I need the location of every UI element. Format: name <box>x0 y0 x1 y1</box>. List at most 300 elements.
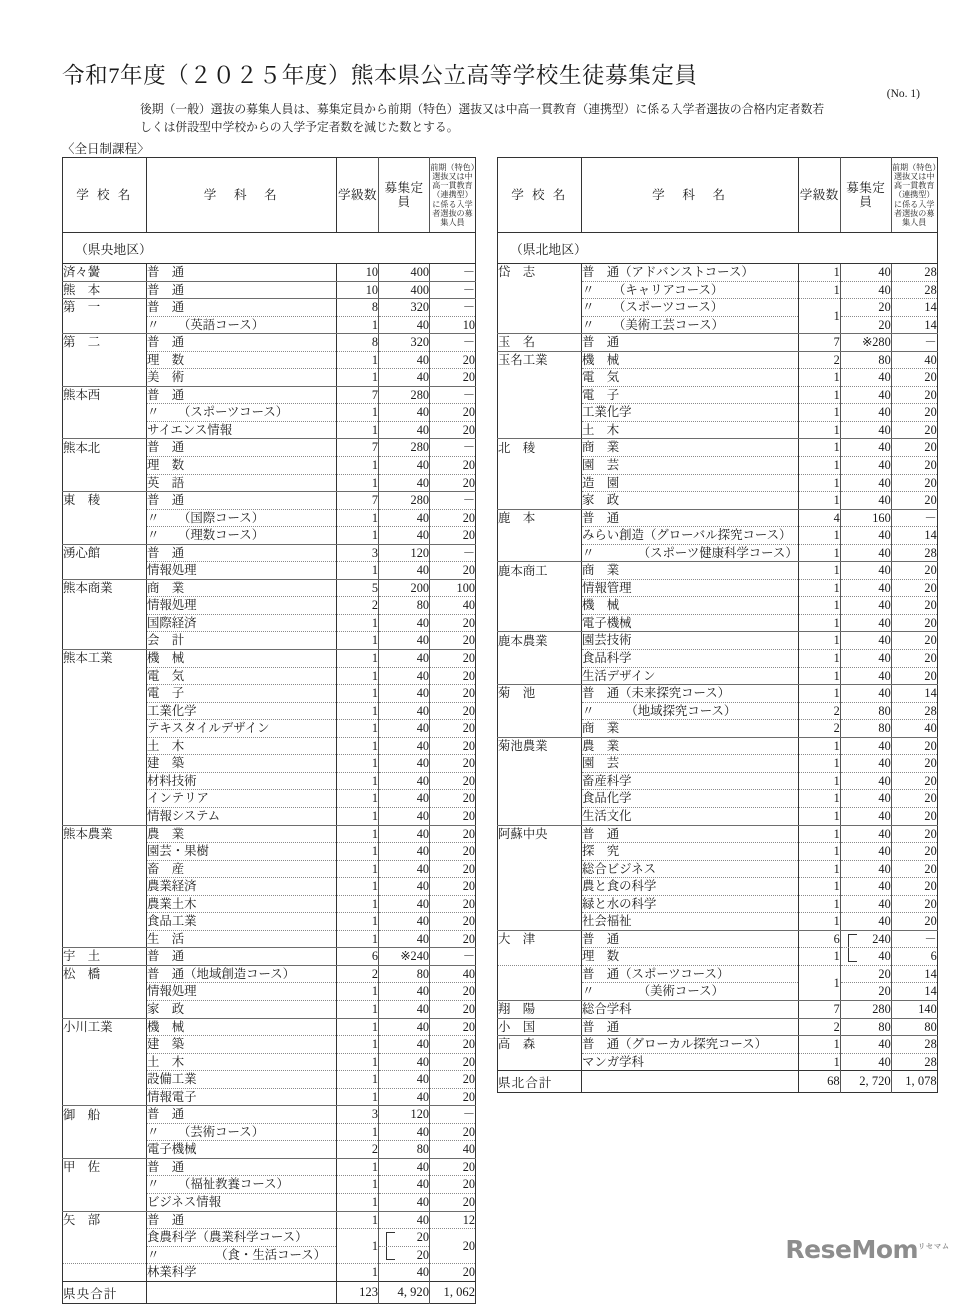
cell-department: 普 通 <box>147 281 337 299</box>
cell-quota: 40 <box>840 807 891 825</box>
cell-department: 電 子 <box>582 386 799 404</box>
table-row <box>498 720 938 738</box>
table-row-merged-first <box>498 965 938 983</box>
cell-school <box>63 702 147 720</box>
table-header-row <box>498 158 938 233</box>
cell-pre-selection: 20 <box>891 369 937 387</box>
cell-department: 農 業 <box>147 825 337 843</box>
cell-classes: 1 <box>337 527 379 545</box>
bracket-bottom <box>848 948 857 962</box>
cell-pre-selection: 12 <box>430 1211 476 1229</box>
table-row <box>498 825 938 843</box>
cell-school <box>63 632 147 650</box>
cell-school <box>498 421 582 439</box>
cell-school <box>498 597 582 615</box>
cell-quota: 40 <box>840 439 891 457</box>
cell-department: 〃 （国際コース） <box>147 509 337 527</box>
cell-department: 家 政 <box>147 1000 337 1018</box>
cell-classes: 7 <box>337 439 379 457</box>
table-row <box>498 878 938 896</box>
cell-quota: 40 <box>379 790 430 808</box>
cell-quota: 40 <box>379 878 430 896</box>
cell-pre-selection: 40 <box>430 1141 476 1159</box>
cell-quota: 80 <box>379 965 430 983</box>
cell-school <box>498 807 582 825</box>
cell-pre-selection: 20 <box>430 1000 476 1018</box>
table-row <box>63 527 476 545</box>
cell-school: 鹿本商工 <box>498 562 582 580</box>
cell-school <box>63 351 147 369</box>
cell-school: 第 二 <box>63 334 147 352</box>
cell-classes: 1 <box>798 825 840 843</box>
table-row <box>63 404 476 422</box>
table-row-grouped-second <box>63 1246 476 1264</box>
cell-classes: 1 <box>798 878 840 896</box>
table-row <box>63 544 476 562</box>
watermark-sup: リセマム <box>918 1242 950 1251</box>
table-row-grouped-first <box>498 930 938 948</box>
cell-department: 機 械 <box>147 1018 337 1036</box>
cell-quota: 40 <box>840 369 891 387</box>
table-row <box>498 1000 938 1018</box>
cell-classes: 1 <box>337 316 379 334</box>
cell-quota: 40 <box>379 702 430 720</box>
cell-classes: 1 <box>798 562 840 580</box>
cell-classes: 1 <box>337 702 379 720</box>
table-row <box>498 860 938 878</box>
cell-department: 園 芸 <box>582 755 799 773</box>
page-number: (No. 1) <box>886 88 920 100</box>
cell-quota: 240 <box>840 930 891 948</box>
cell-pre-selection: 28 <box>891 702 937 720</box>
cell-classes: 1 <box>337 474 379 492</box>
cell-department: 〃 （スポーツコース） <box>147 404 337 422</box>
column-header-classes: 学級数 <box>337 158 379 233</box>
cell-pre-selection: 20 <box>430 702 476 720</box>
cell-classes: 1 <box>337 1088 379 1106</box>
cell-quota: 40 <box>840 650 891 668</box>
cell-quota: 40 <box>379 825 430 843</box>
resemom-watermark <box>785 1235 950 1264</box>
cell-department: 〃 （美術工芸コース） <box>582 316 799 334</box>
cell-quota: 40 <box>840 474 891 492</box>
cell-school: 熊本北 <box>63 439 147 457</box>
cell-school: 甲 佐 <box>63 1158 147 1176</box>
column-header-department: 学 科 名 <box>582 158 799 233</box>
cell-department: 普 通 <box>147 948 337 966</box>
cell-classes: 1 <box>337 1018 379 1036</box>
cell-quota: 40 <box>379 1088 430 1106</box>
table-row <box>63 895 476 913</box>
cell-classes: 1 <box>337 720 379 738</box>
cell-pre-selection: 28 <box>891 281 937 299</box>
cell-school: 第 一 <box>63 299 147 317</box>
region-banner-kenou <box>63 233 476 264</box>
cell-pre-selection: 20 <box>891 807 937 825</box>
cell-department: 機 械 <box>147 650 337 668</box>
table-row <box>498 386 938 404</box>
cell-school <box>63 614 147 632</box>
cell-department: 理 数 <box>582 948 799 966</box>
cell-quota: 40 <box>840 386 891 404</box>
table-right-mid <box>498 334 938 931</box>
cell-department: 〃 （理数コース） <box>147 527 337 545</box>
cell-pre-selection: 20 <box>891 790 937 808</box>
cell-pre-selection: 20 <box>891 913 937 931</box>
cell-quota: 40 <box>840 913 891 931</box>
cell-pre-selection: 20 <box>430 807 476 825</box>
cell-school <box>498 404 582 422</box>
cell-classes: 1 <box>798 544 840 562</box>
cell-pre-selection: 28 <box>891 264 937 282</box>
table-row <box>63 825 476 843</box>
cell-classes: 1 <box>337 807 379 825</box>
cell-pre-selection: － <box>891 930 937 948</box>
cell-quota: 40 <box>379 1053 430 1071</box>
cell-school <box>63 1071 147 1089</box>
table-row <box>498 579 938 597</box>
table-row <box>63 790 476 808</box>
cell-department: 食農科学（農業科学コース） <box>147 1229 337 1247</box>
table-row-grouped-second <box>498 948 938 966</box>
cell-quota: 40 <box>840 632 891 650</box>
table-row <box>63 1158 476 1176</box>
cell-pre-selection: 28 <box>924 1054 937 1069</box>
cell-pre-selection: 20 <box>430 509 476 527</box>
cell-classes: 1 <box>337 562 379 580</box>
table-row <box>63 1123 476 1141</box>
cell-school: 岱 志 <box>498 264 582 282</box>
cell-pre-selection: － <box>891 334 937 352</box>
cell-quota: 40 <box>379 1158 430 1176</box>
cell-quota: 80 <box>840 1018 891 1036</box>
cell-pre-selection: 20 <box>430 685 476 703</box>
cell-school <box>63 474 147 492</box>
cell-quota: 40 <box>379 457 430 475</box>
cell-department: 食品科学 <box>582 650 799 668</box>
total-spacer <box>582 1071 799 1093</box>
table-kenou <box>62 157 476 1304</box>
cell-classes: 1 <box>337 614 379 632</box>
cell-school <box>63 421 147 439</box>
cell-pre-selection: 20 <box>891 597 937 615</box>
cell-department: 普 通 <box>147 1158 337 1176</box>
cell-school: 翔 陽 <box>498 1000 582 1018</box>
cell-department: 電子機械 <box>582 614 799 632</box>
table-row <box>498 843 938 861</box>
cell-pre-selection: 20 <box>430 878 476 896</box>
cell-pre-selection: 28 <box>891 544 937 562</box>
cell-pre-selection: － <box>891 509 937 527</box>
table-row <box>498 421 938 439</box>
cell-classes: 2 <box>337 965 379 983</box>
cell-pre-selection: 140 <box>891 1000 937 1018</box>
cell-school: 大 津 <box>498 930 582 948</box>
cell-school <box>63 983 147 1001</box>
watermark-text: ReseMom <box>785 1235 919 1264</box>
table-row <box>63 492 476 510</box>
cell-quota: 80 <box>379 597 430 615</box>
cell-school: 菊池農業 <box>498 737 582 755</box>
cell-pre-selection: 20 <box>430 369 476 387</box>
cell-classes: 8 <box>337 334 379 352</box>
cell-classes: 1 <box>337 930 379 948</box>
cell-school <box>63 1246 147 1264</box>
column-header-quota: 募集定員 <box>379 158 430 233</box>
cell-school <box>63 1123 147 1141</box>
cell-school <box>63 930 147 948</box>
cell-department: 普 通（未来探究コース） <box>582 685 799 703</box>
cell-quota: 40 <box>840 685 891 703</box>
cell-school <box>498 457 582 475</box>
cell-quota: 40 <box>840 895 891 913</box>
cell-quota: 40 <box>840 860 891 878</box>
table-kenpoku <box>497 157 938 1093</box>
cell-department: 普 通（地域創造コース） <box>147 965 337 983</box>
cell-school: 鹿 本 <box>498 509 582 527</box>
cell-school <box>498 527 582 545</box>
cell-classes: 1 <box>337 843 379 861</box>
table-row <box>498 685 938 703</box>
cell-classes: 1 <box>337 772 379 790</box>
cell-classes: 1 <box>798 755 840 773</box>
table-row <box>63 702 476 720</box>
cell-quota: 80 <box>840 720 891 738</box>
cell-quota: 400 <box>379 281 430 299</box>
cell-quota: 40 <box>840 281 891 299</box>
cell-pre-selection: 20 <box>430 860 476 878</box>
table-row <box>63 474 476 492</box>
cell-school: 高 森 <box>498 1036 582 1054</box>
cell-quota: 40 <box>379 421 430 439</box>
cell-quota: 40 <box>840 614 891 632</box>
note-text <box>140 100 930 137</box>
cell-quota: 200 <box>379 579 430 597</box>
cell-department: 会 計 <box>147 632 337 650</box>
cell-pre-selection: 20 <box>430 1193 476 1211</box>
table-row <box>63 737 476 755</box>
cell-pre-selection: 20 <box>430 421 476 439</box>
cell-quota: 40 <box>840 1053 891 1071</box>
cell-department: 園 芸 <box>582 457 799 475</box>
cell-department: 〃 （福祉教養コース） <box>147 1176 337 1194</box>
cell-quota: 40 <box>379 930 430 948</box>
cell-classes: 7 <box>337 386 379 404</box>
cell-pre-selection: 20 <box>430 1229 476 1264</box>
table-row <box>498 1053 938 1071</box>
cell-school: 熊本商業 <box>63 579 147 597</box>
cell-pre-selection: 20 <box>891 667 937 685</box>
table-row <box>498 807 938 825</box>
cell-department: 情報処理 <box>147 562 337 580</box>
cell-department: 情報電子 <box>147 1088 337 1106</box>
cell-school: 熊本農業 <box>63 825 147 843</box>
cell-department: 生活デザイン <box>582 667 799 685</box>
cell-quota: 40 <box>840 843 891 861</box>
table-row <box>63 579 476 597</box>
cell-school <box>498 843 582 861</box>
table-row <box>498 650 938 668</box>
cell-quota: 40 <box>379 807 430 825</box>
table-row <box>63 1106 476 1124</box>
table-row <box>63 1211 476 1229</box>
table-left-body <box>63 264 476 1229</box>
cell-pre-selection: 14 <box>891 316 937 334</box>
cell-quota: 320 <box>379 299 430 317</box>
cell-classes: 1 <box>337 509 379 527</box>
cell-quota: 40 <box>840 527 891 545</box>
cell-classes: 1 <box>337 860 379 878</box>
cell-classes: 1 <box>798 421 840 439</box>
table-row <box>498 597 938 615</box>
cell-pre-selection: － <box>430 264 476 282</box>
cell-quota: 40 <box>379 755 430 773</box>
table-row <box>498 351 938 369</box>
cell-classes: 1 <box>798 404 840 422</box>
column-header-quota: 募集定員 <box>840 158 891 233</box>
cell-quota: 40 <box>840 948 891 966</box>
cell-pre-selection: 28 <box>891 1036 937 1054</box>
cell-pre-selection: 20 <box>891 457 937 475</box>
cell-pre-selection: 20 <box>430 1018 476 1036</box>
cell-school <box>63 509 147 527</box>
table-row <box>63 843 476 861</box>
cell-classes: 1 <box>798 386 840 404</box>
cell-department: 〃 （美術コース） <box>582 983 799 1001</box>
cell-pre-selection: 40 <box>430 597 476 615</box>
cell-department: 普 通 <box>147 1211 337 1229</box>
bracket-top <box>848 934 857 948</box>
cell-classes: 1 <box>337 351 379 369</box>
cell-school <box>63 457 147 475</box>
cell-quota: 40 <box>379 895 430 913</box>
cell-quota: 40 <box>379 983 430 1001</box>
table-row-merged-second <box>498 983 938 1001</box>
cell-quota: 40 <box>840 1036 891 1054</box>
total-row-kenou <box>63 1281 476 1303</box>
cell-quota: 280 <box>379 492 430 510</box>
cell-quota: 40 <box>379 474 430 492</box>
cell-quota: 40 <box>379 614 430 632</box>
cell-quota: 20 <box>840 983 891 1001</box>
cell-pre-selection: 20 <box>430 614 476 632</box>
cell-school <box>498 667 582 685</box>
cell-classes: 1 <box>798 685 840 703</box>
cell-quota: 40 <box>840 264 891 282</box>
cell-department: 電 気 <box>147 667 337 685</box>
table-right-group-taishi <box>498 299 938 334</box>
cell-department: 電 気 <box>582 369 799 387</box>
cell-classes: 4 <box>798 509 840 527</box>
table-row <box>63 1036 476 1054</box>
table-row <box>63 755 476 773</box>
cell-quota: 20 <box>840 299 891 317</box>
course-label: 〈全日制課程〉 <box>62 142 150 156</box>
total-pre: 1, 062 <box>430 1281 476 1303</box>
cell-department: 造 園 <box>582 474 799 492</box>
cell-school: 菊 池 <box>498 685 582 703</box>
cell-classes: 1 <box>798 369 840 387</box>
cell-department: 生活文化 <box>582 807 799 825</box>
cell-quota: 40 <box>379 650 430 668</box>
cell-department: 情報処理 <box>147 597 337 615</box>
table-row <box>63 421 476 439</box>
cell-quota: 40 <box>379 737 430 755</box>
cell-department: テキスタイルデザイン <box>147 720 337 738</box>
table-row <box>63 1018 476 1036</box>
table-row <box>63 562 476 580</box>
cell-department: インテリア <box>147 790 337 808</box>
cell-pre-selection: 14 <box>891 527 937 545</box>
cell-department: 生 活 <box>147 930 337 948</box>
cell-pre-selection: 20 <box>430 983 476 1001</box>
cell-school <box>498 299 582 317</box>
cell-department: 商 業 <box>582 439 799 457</box>
cell-department: 情報管理 <box>582 579 799 597</box>
cell-school <box>63 737 147 755</box>
cell-classes: 2 <box>798 351 840 369</box>
cell-department: 家 政 <box>582 492 799 510</box>
cell-classes: 10 <box>337 264 379 282</box>
cell-department: 建 築 <box>147 755 337 773</box>
table-row <box>63 1088 476 1106</box>
cell-school <box>63 1036 147 1054</box>
cell-department: 商 業 <box>147 579 337 597</box>
table-row <box>498 492 938 510</box>
cell-quota: 40 <box>840 755 891 773</box>
table-row <box>63 1176 476 1194</box>
bracket-top <box>386 1232 395 1246</box>
cell-quota: 40 <box>379 685 430 703</box>
cell-classes: 1 <box>337 1176 379 1194</box>
cell-quota: 20 <box>840 965 891 983</box>
table-row <box>498 457 938 475</box>
cell-quota: 40 <box>379 562 430 580</box>
cell-quota: 40 <box>840 421 891 439</box>
table-row <box>498 1018 938 1036</box>
cell-quota: 40 <box>840 597 891 615</box>
cell-school: 玉 名 <box>498 334 582 352</box>
table-row <box>498 913 938 931</box>
table-right-bottom <box>498 1000 938 1070</box>
cell-department: みらい創造（グローバル探究コース） <box>582 527 799 545</box>
cell-pre-selection: 20 <box>430 843 476 861</box>
cell-classes: 1 <box>337 1264 379 1282</box>
cell-school <box>63 878 147 896</box>
cell-department: 総合ビジネス <box>582 860 799 878</box>
table-row <box>498 281 938 299</box>
cell-quota: 40 <box>379 1211 430 1229</box>
cell-school <box>63 1088 147 1106</box>
cell-pre-selection: － <box>430 948 476 966</box>
cell-classes: 1 <box>337 790 379 808</box>
cell-pre-selection: 20 <box>891 421 937 439</box>
cell-school <box>498 614 582 632</box>
cell-school <box>498 755 582 773</box>
table-row <box>63 351 476 369</box>
table-row <box>63 948 476 966</box>
table-right-wrapper <box>497 157 938 1093</box>
cell-department: 工業化学 <box>147 702 337 720</box>
cell-department: 農 業 <box>582 737 799 755</box>
cell-school <box>63 755 147 773</box>
cell-quota: 40 <box>379 351 430 369</box>
cell-classes: 1 <box>798 1053 840 1071</box>
cell-quota: 120 <box>379 1106 430 1124</box>
cell-department: 情報システム <box>147 807 337 825</box>
cell-school <box>498 474 582 492</box>
cell-school: 御 船 <box>63 1106 147 1124</box>
